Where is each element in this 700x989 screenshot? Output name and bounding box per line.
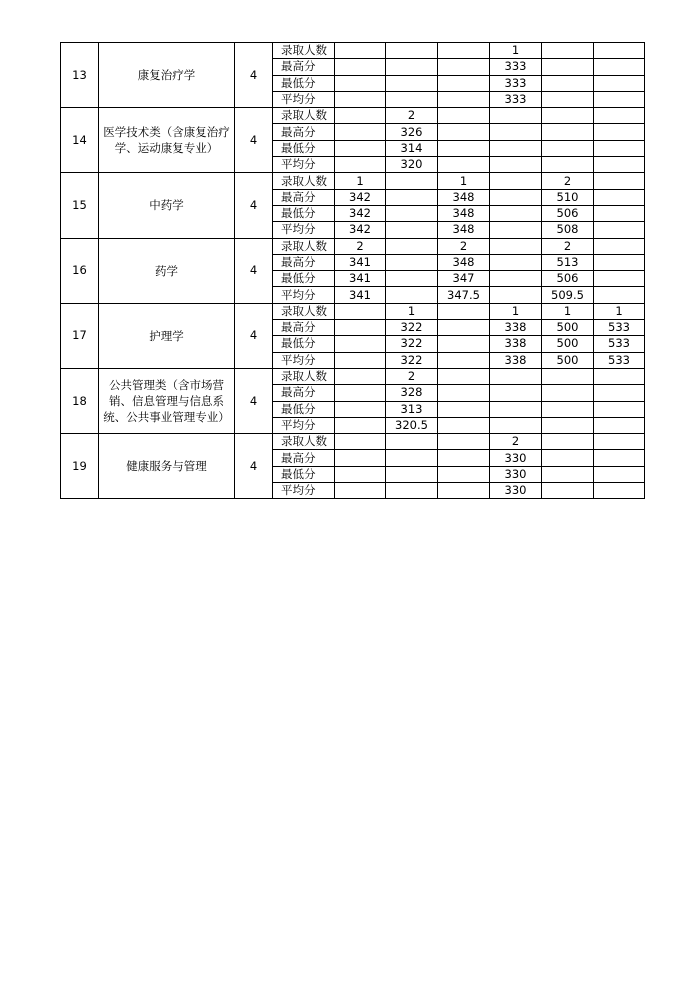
value-cell: [386, 466, 438, 482]
value-cell: [542, 434, 594, 450]
value-cell: [438, 320, 490, 336]
value-cell: 1: [542, 303, 594, 319]
value-cell: [438, 108, 490, 124]
value-cell: [438, 59, 490, 75]
value-cell: 348: [438, 189, 490, 205]
metric-label: 最低分: [273, 140, 335, 156]
value-cell: [335, 368, 386, 384]
value-cell: [438, 140, 490, 156]
metric-label: 平均分: [273, 352, 335, 368]
value-cell: [490, 222, 542, 238]
value-cell: [594, 287, 645, 303]
value-cell: [542, 157, 594, 173]
metric-label: 最高分: [273, 254, 335, 270]
value-cell: 500: [542, 320, 594, 336]
value-cell: 2: [542, 173, 594, 189]
value-cell: 328: [386, 385, 438, 401]
value-cell: [594, 91, 645, 107]
value-cell: 320.5: [386, 417, 438, 433]
value-cell: [386, 189, 438, 205]
value-cell: [542, 401, 594, 417]
value-cell: [438, 417, 490, 433]
value-cell: 1: [335, 173, 386, 189]
table-row: [61, 173, 645, 189]
value-cell: 341: [335, 271, 386, 287]
value-cell: [438, 368, 490, 384]
value-cell: [490, 385, 542, 401]
metric-label: 录取人数: [273, 173, 335, 189]
value-cell: 510: [542, 189, 594, 205]
table-row: [61, 368, 645, 384]
metric-label: 录取人数: [273, 368, 335, 384]
value-cell: [542, 140, 594, 156]
duration-years: 4: [235, 303, 273, 368]
value-cell: 513: [542, 254, 594, 270]
value-cell: [542, 59, 594, 75]
value-cell: [542, 466, 594, 482]
metric-label: 录取人数: [273, 108, 335, 124]
value-cell: [386, 483, 438, 499]
value-cell: [386, 91, 438, 107]
value-cell: [594, 483, 645, 499]
value-cell: [490, 401, 542, 417]
metric-label: 最低分: [273, 336, 335, 352]
value-cell: [490, 173, 542, 189]
metric-label: 录取人数: [273, 303, 335, 319]
table-row: [61, 43, 645, 59]
metric-label: 录取人数: [273, 238, 335, 254]
value-cell: [438, 352, 490, 368]
value-cell: [490, 417, 542, 433]
value-cell: [594, 205, 645, 221]
major-name: 康复治疗学: [99, 43, 235, 108]
value-cell: [335, 483, 386, 499]
seq-number: 15: [61, 173, 99, 238]
major-name: 健康服务与管理: [99, 434, 235, 499]
value-cell: [594, 173, 645, 189]
value-cell: [438, 434, 490, 450]
metric-label: 最低分: [273, 75, 335, 91]
metric-label: 录取人数: [273, 43, 335, 59]
seq-number: 19: [61, 434, 99, 499]
value-cell: 2: [438, 238, 490, 254]
value-cell: 506: [542, 271, 594, 287]
value-cell: 2: [490, 434, 542, 450]
major-name: 药学: [99, 238, 235, 303]
value-cell: [335, 466, 386, 482]
value-cell: 338: [490, 336, 542, 352]
value-cell: 322: [386, 336, 438, 352]
value-cell: [594, 254, 645, 270]
metric-label: 最低分: [273, 401, 335, 417]
value-cell: [594, 271, 645, 287]
value-cell: [490, 287, 542, 303]
value-cell: 1: [438, 173, 490, 189]
metric-label: 平均分: [273, 157, 335, 173]
value-cell: [542, 75, 594, 91]
value-cell: [542, 483, 594, 499]
value-cell: [542, 368, 594, 384]
value-cell: [490, 157, 542, 173]
value-cell: 348: [438, 205, 490, 221]
value-cell: [438, 466, 490, 482]
value-cell: [335, 434, 386, 450]
metric-label: 最高分: [273, 189, 335, 205]
value-cell: [542, 124, 594, 140]
value-cell: 333: [490, 59, 542, 75]
metric-label: 平均分: [273, 287, 335, 303]
value-cell: [386, 271, 438, 287]
value-cell: [335, 75, 386, 91]
value-cell: [594, 385, 645, 401]
value-cell: 500: [542, 336, 594, 352]
value-cell: [542, 108, 594, 124]
value-cell: [542, 417, 594, 433]
value-cell: 320: [386, 157, 438, 173]
metric-label: 录取人数: [273, 434, 335, 450]
value-cell: 338: [490, 320, 542, 336]
value-cell: [594, 108, 645, 124]
duration-years: 4: [235, 173, 273, 238]
metric-label: 平均分: [273, 483, 335, 499]
value-cell: 347: [438, 271, 490, 287]
value-cell: 338: [490, 352, 542, 368]
value-cell: 506: [542, 205, 594, 221]
value-cell: 509.5: [542, 287, 594, 303]
value-cell: 322: [386, 320, 438, 336]
value-cell: 322: [386, 352, 438, 368]
value-cell: [386, 43, 438, 59]
value-cell: [594, 59, 645, 75]
value-cell: [542, 43, 594, 59]
value-cell: [542, 385, 594, 401]
value-cell: [438, 450, 490, 466]
value-cell: [386, 59, 438, 75]
value-cell: 500: [542, 352, 594, 368]
value-cell: 348: [438, 222, 490, 238]
seq-number: 18: [61, 368, 99, 433]
value-cell: [490, 271, 542, 287]
major-name: 医学技术类（含康复治疗学、运动康复专业）: [99, 108, 235, 173]
value-cell: 533: [594, 320, 645, 336]
value-cell: [438, 91, 490, 107]
value-cell: 342: [335, 222, 386, 238]
value-cell: [542, 91, 594, 107]
duration-years: 4: [235, 434, 273, 499]
value-cell: 333: [490, 91, 542, 107]
value-cell: [335, 140, 386, 156]
value-cell: [335, 303, 386, 319]
value-cell: [594, 450, 645, 466]
value-cell: [386, 254, 438, 270]
value-cell: [386, 287, 438, 303]
value-cell: [594, 368, 645, 384]
value-cell: [490, 254, 542, 270]
metric-label: 平均分: [273, 417, 335, 433]
value-cell: [438, 385, 490, 401]
value-cell: [594, 238, 645, 254]
value-cell: [594, 466, 645, 482]
value-cell: [335, 124, 386, 140]
value-cell: [335, 450, 386, 466]
value-cell: 330: [490, 483, 542, 499]
value-cell: [594, 189, 645, 205]
seq-number: 17: [61, 303, 99, 368]
value-cell: 348: [438, 254, 490, 270]
value-cell: 1: [490, 303, 542, 319]
value-cell: [335, 108, 386, 124]
value-cell: [490, 238, 542, 254]
major-name: 护理学: [99, 303, 235, 368]
value-cell: [594, 43, 645, 59]
value-cell: 1: [386, 303, 438, 319]
value-cell: [386, 238, 438, 254]
value-cell: 1: [594, 303, 645, 319]
value-cell: [594, 401, 645, 417]
value-cell: [490, 368, 542, 384]
duration-years: 4: [235, 108, 273, 173]
value-cell: [594, 434, 645, 450]
value-cell: 342: [335, 189, 386, 205]
value-cell: 508: [542, 222, 594, 238]
value-cell: 314: [386, 140, 438, 156]
value-cell: [594, 75, 645, 91]
value-cell: [490, 140, 542, 156]
admission-score-table: [60, 42, 645, 499]
metric-label: 最高分: [273, 450, 335, 466]
metric-label: 最低分: [273, 271, 335, 287]
value-cell: 326: [386, 124, 438, 140]
value-cell: [386, 205, 438, 221]
value-cell: [594, 124, 645, 140]
value-cell: 313: [386, 401, 438, 417]
value-cell: 533: [594, 352, 645, 368]
value-cell: [438, 303, 490, 319]
metric-label: 最高分: [273, 124, 335, 140]
value-cell: 2: [335, 238, 386, 254]
value-cell: [335, 320, 386, 336]
seq-number: 16: [61, 238, 99, 303]
value-cell: [594, 417, 645, 433]
value-cell: [438, 483, 490, 499]
value-cell: 333: [490, 75, 542, 91]
seq-number: 13: [61, 43, 99, 108]
value-cell: [594, 140, 645, 156]
value-cell: [594, 157, 645, 173]
duration-years: 4: [235, 368, 273, 433]
value-cell: [438, 43, 490, 59]
value-cell: [386, 75, 438, 91]
metric-label: 最低分: [273, 466, 335, 482]
value-cell: [335, 157, 386, 173]
value-cell: 330: [490, 450, 542, 466]
duration-years: 4: [235, 43, 273, 108]
value-cell: [386, 434, 438, 450]
value-cell: [335, 401, 386, 417]
value-cell: [335, 385, 386, 401]
value-cell: [438, 157, 490, 173]
value-cell: [386, 450, 438, 466]
value-cell: 2: [386, 108, 438, 124]
value-cell: [490, 108, 542, 124]
value-cell: [490, 205, 542, 221]
metric-label: 最高分: [273, 320, 335, 336]
value-cell: [386, 173, 438, 189]
table-row: [61, 434, 645, 450]
value-cell: 330: [490, 466, 542, 482]
value-cell: 342: [335, 205, 386, 221]
value-cell: 341: [335, 254, 386, 270]
metric-label: 最低分: [273, 205, 335, 221]
value-cell: [335, 352, 386, 368]
metric-label: 平均分: [273, 91, 335, 107]
value-cell: [438, 401, 490, 417]
seq-number: 14: [61, 108, 99, 173]
value-cell: 2: [386, 368, 438, 384]
value-cell: [335, 59, 386, 75]
value-cell: 1: [490, 43, 542, 59]
table-row: [61, 303, 645, 319]
major-name: 中药学: [99, 173, 235, 238]
metric-label: 平均分: [273, 222, 335, 238]
value-cell: 2: [542, 238, 594, 254]
value-cell: [386, 222, 438, 238]
value-cell: [490, 189, 542, 205]
metric-label: 最高分: [273, 59, 335, 75]
value-cell: 347.5: [438, 287, 490, 303]
value-cell: 533: [594, 336, 645, 352]
value-cell: [335, 91, 386, 107]
value-cell: [335, 43, 386, 59]
major-name: 公共管理类（含市场营销、信息管理与信息系统、公共事业管理专业）: [99, 368, 235, 433]
value-cell: 341: [335, 287, 386, 303]
table-row: [61, 238, 645, 254]
value-cell: [335, 336, 386, 352]
duration-years: 4: [235, 238, 273, 303]
table-row: [61, 108, 645, 124]
value-cell: [335, 417, 386, 433]
value-cell: [490, 124, 542, 140]
table-body: [61, 43, 645, 499]
value-cell: [594, 222, 645, 238]
value-cell: [438, 124, 490, 140]
value-cell: [438, 75, 490, 91]
metric-label: 最高分: [273, 385, 335, 401]
value-cell: [438, 336, 490, 352]
value-cell: [542, 450, 594, 466]
